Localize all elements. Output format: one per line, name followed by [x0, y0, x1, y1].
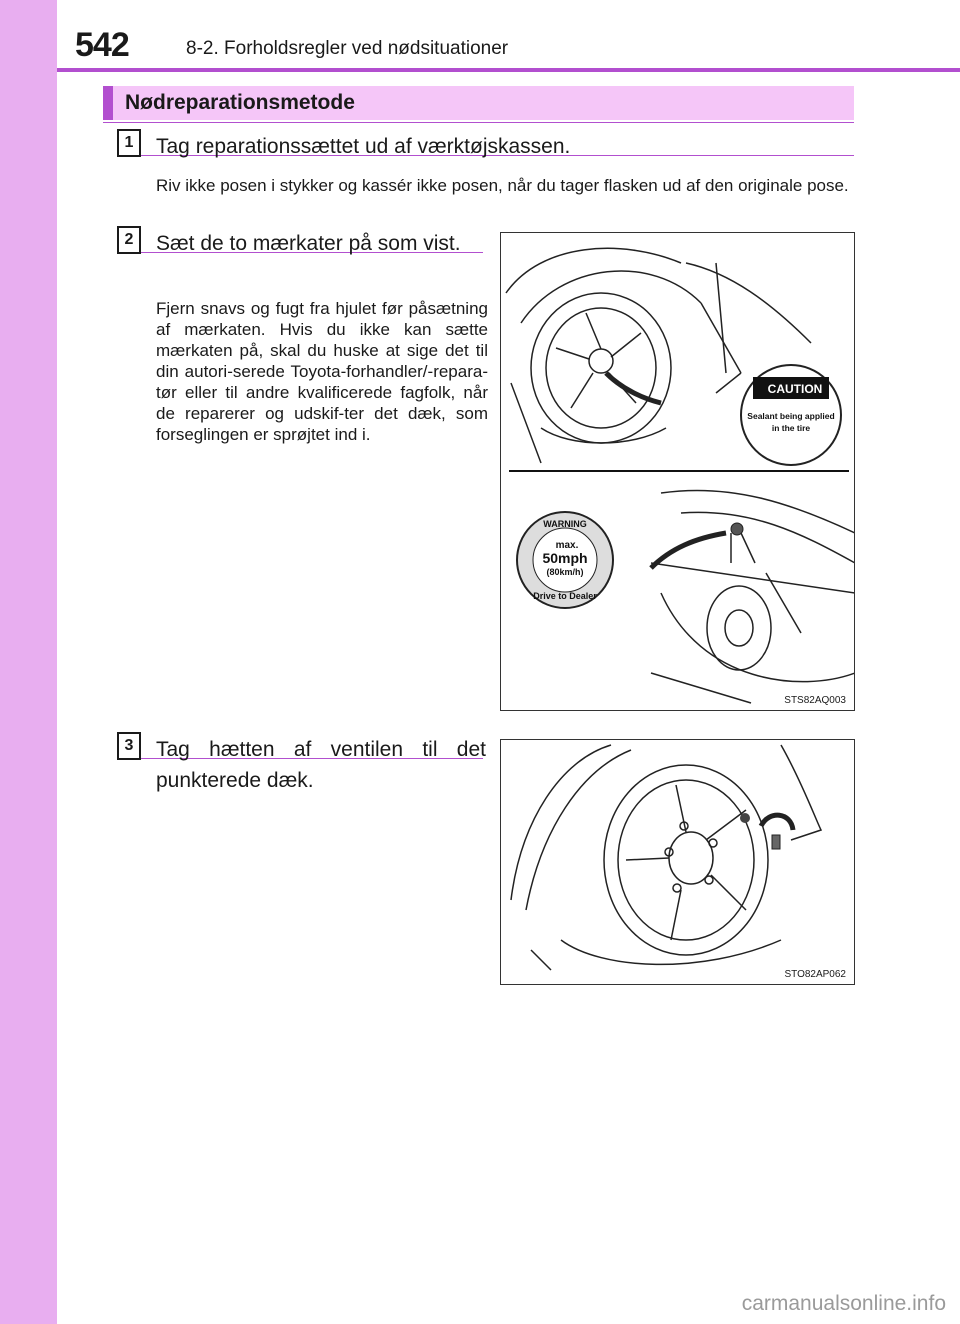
warning-footer: Drive to Dealer — [533, 591, 597, 601]
caution-heading: CAUTION — [767, 382, 823, 396]
warning-sticker — [517, 512, 613, 608]
figure-sticker-placement — [500, 232, 855, 711]
caution-line-2: in the tire — [771, 423, 811, 433]
figure-valve-cap — [500, 739, 855, 985]
caution-line-1: Sealant being applied — [747, 411, 835, 421]
step-2-note: Fjern snavs og fugt fra hjulet før påsætning af mærkaten. Hvis du ikke kan sætte mærkaten på, skal du huske at sige det til din autori-serede Toyota-forhandler/-repara-tør eller til andre kvalificerede fagfolk, når de reparerer og udskif-ter det dæk, som forseglingen er sprøjtet ind i. — [156, 299, 488, 444]
step-3-heading: Tag hætten af ventilen til det punkterede dæk. — [156, 738, 486, 792]
procedure-rule — [103, 122, 854, 123]
warning-heading: WARNING — [543, 519, 587, 529]
side-tab-band — [0, 0, 57, 1324]
warning-kmh: (80km/h) — [546, 567, 584, 577]
step-3-number: 3 — [117, 732, 141, 760]
caution-sticker — [741, 365, 841, 465]
step-1-number: 1 — [117, 129, 141, 157]
step-1-note: Riv ikke posen i stykker og kassér ikke posen, når du tager flasken ud af den originale pose. — [156, 176, 849, 195]
step-2-heading: Sæt de to mærkater på som vist. — [156, 232, 461, 255]
warning-speed: 50mph — [542, 550, 588, 566]
figure-2-code: STO82AP062 — [784, 969, 846, 980]
figure-1-code: STS82AQ003 — [784, 695, 846, 706]
step-1-heading: Tag reparationssættet ud af værktøjskassen. — [156, 135, 571, 158]
procedure-title: Nødreparationsmetode — [103, 86, 854, 120]
section-title: 8-2. Forholdsregler ved nødsituationer — [186, 38, 509, 59]
page-number: 542 — [75, 26, 129, 64]
warning-max: max. — [555, 540, 579, 551]
valve-cap-illustration — [501, 740, 855, 985]
header-rule — [57, 68, 960, 72]
step-2-number: 2 — [117, 226, 141, 254]
sticker-placement-illustration — [501, 233, 855, 711]
watermark: carmanualsonline.info — [741, 1292, 946, 1315]
